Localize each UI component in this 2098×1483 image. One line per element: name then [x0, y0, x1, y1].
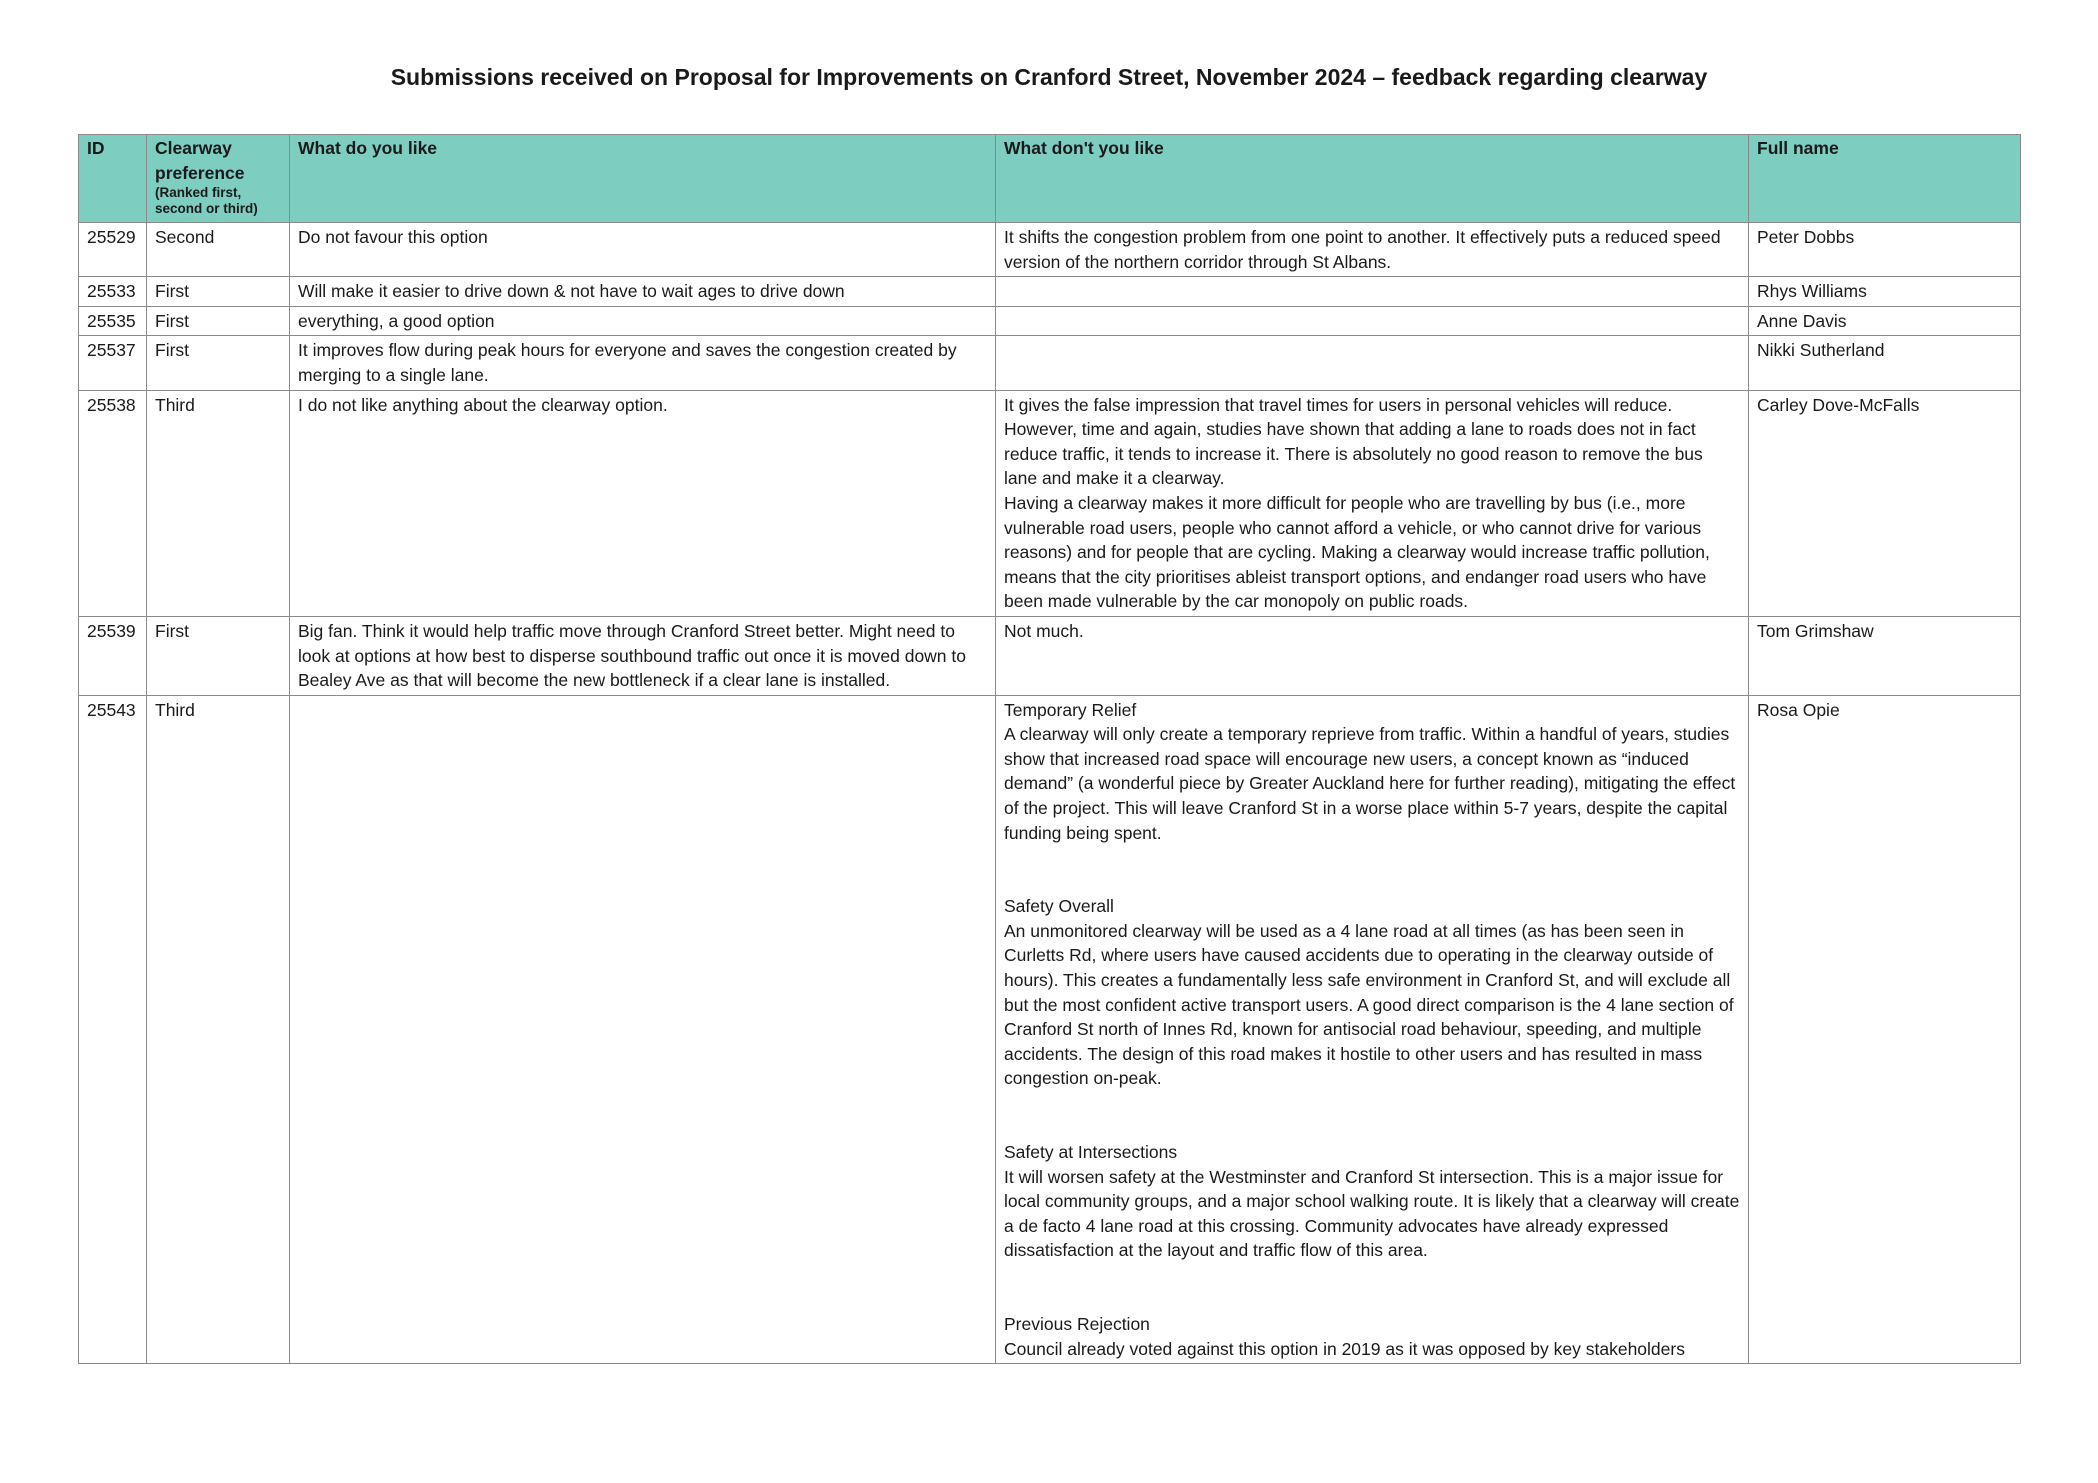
preference-header-label: Clearway preference: [155, 138, 245, 183]
table-row: [79, 390, 2021, 616]
cell-id: 25539: [79, 616, 147, 695]
column-header-preference: [147, 135, 290, 223]
cell-id: 25538: [79, 390, 147, 616]
cell-dislike: [996, 306, 1749, 336]
dislike-paragraph: Having a clearway makes it more difficult for people who are travelling by bus (i.e., more vulnerable road users, people who cannot afford a vehicle, or who cannot drive for various reasons) and for people that are cycling. Making a clearway would increase traffic pollution, means that the city prioritises ableist transport options, and endanger road users who have been made vulnerable by the car monopoly on public roads.: [1004, 492, 1710, 612]
table-row: [79, 277, 2021, 307]
dislike-section-heading: Safety Overall: [1004, 896, 1114, 917]
dislike-section-heading: Temporary Relief: [1004, 699, 1137, 720]
dislike-section-body: Council already voted against this option in 2019 as it was opposed by key stakeholders: [1004, 1338, 1685, 1359]
dislike-section: [1004, 1140, 1740, 1263]
document-title: Submissions received on Proposal for Improvements on Cranford Street, November 2024 – feedback regarding clearway: [390, 64, 1708, 90]
dislike-section-heading: Previous Rejection: [1004, 1313, 1150, 1334]
cell-like: Will make it easier to drive down & not have to wait ages to drive down: [290, 277, 996, 307]
cell-like: I do not like anything about the clearway option.: [290, 390, 996, 616]
table-row: [79, 336, 2021, 390]
cell-preference: Second: [147, 223, 290, 277]
column-header-name: Full name: [1749, 135, 2021, 223]
cell-name: Rosa Opie: [1749, 695, 2021, 1363]
dislike-section-body: It will worsen safety at the Westminster and Cranford St intersection. This is a major issue for local community groups, and a major school walking route. It is likely that a clearway will create a de facto 4 lane road at this crossing. Community advocates have already expressed dissatisfaction at the layout and traffic flow of this area.: [1004, 1166, 1740, 1261]
cell-id: 25543: [79, 695, 147, 1363]
column-header-id: ID: [79, 135, 147, 223]
cell-name: Anne Davis: [1749, 306, 2021, 336]
dislike-section-body: A clearway will only create a temporary reprieve from traffic. Within a handful of years, studies show that increased road space will encourage new users, a concept known as “induced demand” (a wonderful piece by Greater Auckland here for further reading), mitigating the effect of the project. This will leave Cranford St in a worse place within 5-7 years, despite the capital funding being spent.: [1004, 724, 1736, 843]
dislike-paragraph: It shifts the congestion problem from one point to another. It effectively puts a reduced speed version of the northern corridor through St Albans.: [1004, 227, 1721, 272]
table-row: [79, 616, 2021, 695]
column-header-dislike: What don't you like: [996, 135, 1749, 223]
table-row: [79, 695, 2021, 1363]
cell-dislike: [996, 277, 1749, 307]
cell-id: 25535: [79, 306, 147, 336]
dislike-paragraph: It gives the false impression that travel times for users in personal vehicles will reduce. However, time and again, studies have shown that adding a lane to roads does not in fact reduce traffic, it tends to increase it. There is absolutely no good reason to remove the bus lane and make it a clearway.: [1004, 394, 1703, 489]
cell-dislike: [996, 695, 1749, 1363]
cell-name: Rhys Williams: [1749, 277, 2021, 307]
cell-id: 25529: [79, 223, 147, 277]
dislike-section: [1004, 1312, 1740, 1361]
cell-preference: First: [147, 336, 290, 390]
cell-dislike: [996, 336, 1749, 390]
cell-dislike: [996, 223, 1749, 277]
cell-preference: First: [147, 616, 290, 695]
table-row: [79, 306, 2021, 336]
dislike-section: [1004, 698, 1740, 846]
cell-like: [290, 695, 996, 1363]
cell-id: 25533: [79, 277, 147, 307]
submissions-table: [78, 134, 2021, 1364]
header-row: [79, 135, 2021, 223]
dislike-section: [1004, 894, 1740, 1091]
cell-name: Tom Grimshaw: [1749, 616, 2021, 695]
cell-like: Do not favour this option: [290, 223, 996, 277]
dislike-paragraph: Not much.: [1004, 620, 1084, 641]
cell-preference: Third: [147, 695, 290, 1363]
cell-preference: First: [147, 306, 290, 336]
dislike-section-heading: Safety at Intersections: [1004, 1142, 1178, 1162]
column-header-like: What do you like: [290, 135, 996, 223]
cell-preference: First: [147, 277, 290, 307]
preference-header-note: (Ranked first, second or third): [155, 185, 258, 217]
cell-name: Peter Dobbs: [1749, 223, 2021, 277]
cell-name: Carley Dove-McFalls: [1749, 390, 2021, 616]
cell-dislike: [996, 616, 1749, 695]
cell-name: Nikki Sutherland: [1749, 336, 2021, 390]
cell-id: 25537: [79, 336, 147, 390]
cell-preference: Third: [147, 390, 290, 616]
cell-dislike: [996, 390, 1749, 616]
table-row: [79, 223, 2021, 277]
cell-like: everything, a good option: [290, 306, 996, 336]
cell-like: Big fan. Think it would help traffic move through Cranford Street better. Might need to look at options at how best to disperse southbound traffic out once it is moved down to Bealey Ave as that will become the new bottleneck if a clear lane is installed.: [290, 616, 996, 695]
cell-like: It improves flow during peak hours for everyone and saves the congestion created by merging to a single lane.: [290, 336, 996, 390]
dislike-section-body: An unmonitored clearway will be used as a 4 lane road at all times (as has been seen in Curletts Rd, where users have caused accidents due to operating in the clearway outside of hours). This creates a fundamentally less safe environment in Cranford St, and will exclude all but the most confident active transport users. A good direct comparison is the 4 lane section of Cranford St north of Innes Rd, known for antisocial road behaviour, speeding, and multiple accidents. The design of this road makes it hostile to other users and has resulted in mass congestion on-peak.: [1004, 920, 1734, 1089]
